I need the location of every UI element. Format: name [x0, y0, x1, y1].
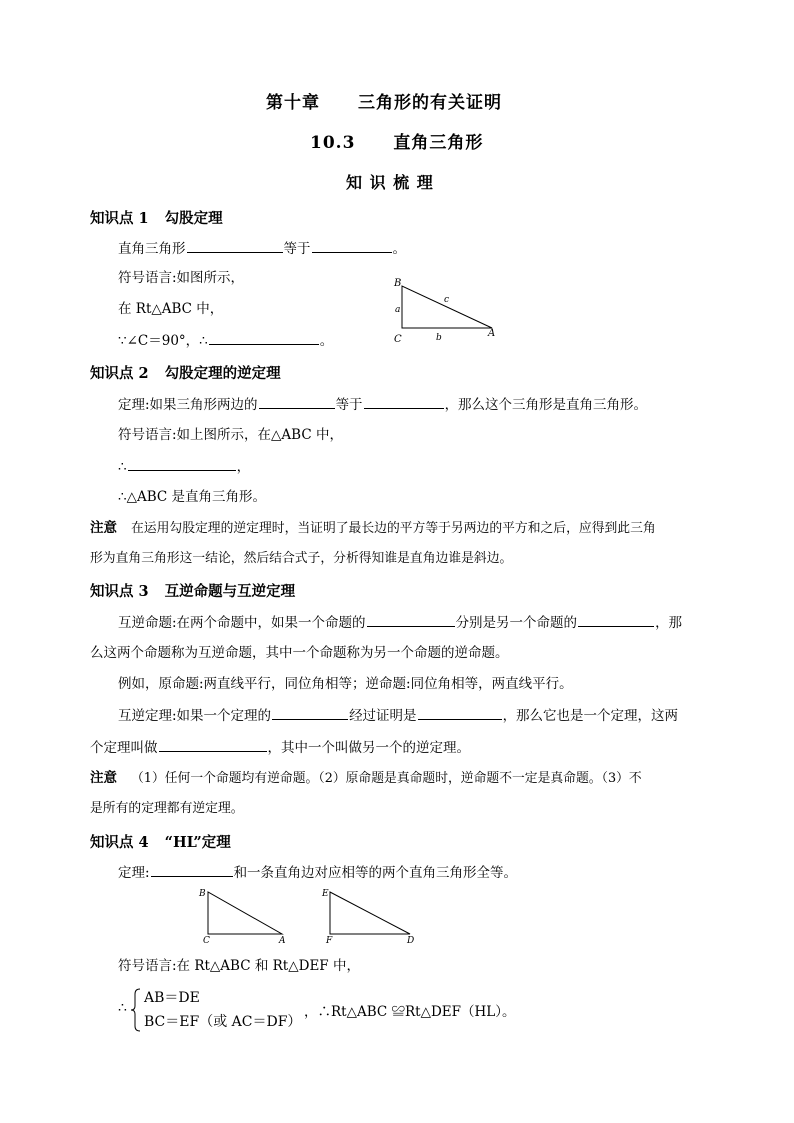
kp3-note-text1: （1）任何一个命题均有逆命题。（2）原命题是真命题时，逆命题不一定是真命题。（3）不	[131, 771, 642, 786]
kp3-note-line2: 是所有的定理都有逆定理。	[90, 801, 244, 816]
kp2-line1-b: 等于	[335, 397, 363, 413]
kp3-note-label: 注意	[90, 770, 117, 786]
kp2-note-line2: 形为直角三角形这一结论，然后结合式子，分析得知谁是直角边谁是斜边。	[90, 551, 513, 566]
kp1-line4	[118, 330, 333, 351]
kp2-note-text1: 在运用勾股定理的逆定理时，当证明了最长边的平方等于另两边的平方和之后，应得到此三角	[131, 521, 656, 536]
label-a: a	[395, 305, 401, 315]
kp1-line2: 符号语言:如图所示，	[118, 270, 245, 286]
kp4-title: “HL”定理	[164, 834, 231, 851]
blank-field[interactable]	[312, 238, 392, 253]
kp1-line4-a: ∵∠C＝90°，∴	[118, 333, 208, 349]
label-b: b	[436, 333, 442, 343]
kp1-line1-a: 直角三角形	[118, 241, 186, 257]
kp1-line1	[118, 238, 406, 259]
kp3-line5	[90, 737, 470, 758]
kp2-line4: ∴△ABC 是直角三角形。	[118, 489, 267, 505]
kp3-line5-a: 个定理叫做	[90, 740, 158, 756]
hl-triangles-figure	[196, 884, 426, 944]
label-B-hl: B	[199, 889, 206, 899]
label-D-hl: D	[407, 936, 415, 944]
kp4-line1-a: 定理:	[118, 865, 150, 881]
blank-field[interactable]	[259, 394, 335, 409]
kp3-line5-b: ，其中一个叫做另一个的逆定理。	[267, 740, 470, 756]
kp3-note-line1	[90, 768, 642, 789]
blank-field[interactable]	[187, 238, 283, 253]
brace-icon	[130, 988, 142, 1032]
kp4-label: 知识点 4	[90, 834, 149, 851]
kp4-line1	[118, 862, 517, 883]
hl-conclusion: ，∴Rt△ABC ≌Rt△DEF（HL）。	[304, 1004, 516, 1020]
kp4-line1-b: 和一条直角边对应相等的两个直角三角形全等。	[233, 865, 518, 881]
chapter-title	[266, 88, 502, 113]
kp1-title: 勾股定理	[164, 210, 223, 227]
kp2-line2: 符号语言:如上图所示，在△ABC 中，	[118, 427, 343, 443]
label-E-hl: E	[322, 889, 329, 899]
kp4-line2: 符号语言:在 Rt△ABC 和 Rt△DEF 中，	[118, 958, 360, 974]
kp2-line3-b: ，	[236, 459, 251, 475]
kp3-line2: 么这两个命题称为互逆命题，其中一个命题称为另一个命题的逆命题。	[90, 645, 509, 661]
triangle-abc-shape	[402, 286, 492, 328]
blank-field[interactable]	[364, 394, 444, 409]
kp2-label: 知识点 2	[90, 365, 149, 382]
subheading: 知 识 梳 理	[346, 173, 434, 192]
kp2-line3	[118, 456, 250, 477]
blank-field[interactable]	[159, 737, 267, 752]
kp1-line3: 在 Rt△ABC 中，	[118, 301, 224, 317]
section-number: 10.3	[310, 133, 356, 153]
label-C-hl: C	[203, 936, 210, 944]
therefore-symbol: ∴	[118, 1000, 127, 1016]
kp1-line4-b: 。	[319, 333, 334, 349]
label-F-hl: F	[326, 936, 333, 944]
hl-eq1: AB＝DE	[144, 990, 200, 1006]
kp3-line1-b: 分别是另一个命题的	[455, 615, 578, 631]
section-title	[310, 128, 483, 153]
label-A: A	[488, 328, 496, 339]
blank-field[interactable]	[272, 705, 348, 720]
kp2-title: 勾股定理的逆定理	[164, 365, 281, 382]
kp2-line1-c: ，那么这个三角形是直角三角形。	[444, 397, 648, 413]
right-triangle-figure	[388, 272, 500, 346]
kp3-title: 互逆命题与互逆定理	[164, 583, 296, 600]
kp2-line1	[118, 394, 647, 415]
kp2-note-line1	[90, 518, 656, 539]
kp3-label: 知识点 3	[90, 583, 149, 600]
triangle-def-hl	[330, 892, 410, 934]
blank-field[interactable]	[209, 330, 319, 345]
kp3-line4-b: 经过证明是	[349, 708, 417, 724]
kp3-line1	[118, 612, 682, 633]
kp3-heading	[90, 580, 295, 601]
kp3-line3: 例如，原命题:两直线平行，同位角相等；逆命题:同位角相等，两直线平行。	[118, 676, 573, 692]
blank-field[interactable]	[367, 612, 455, 627]
label-A-hl: A	[279, 936, 286, 944]
blank-field[interactable]	[418, 705, 502, 720]
label-c: c	[444, 295, 450, 305]
blank-field[interactable]	[578, 612, 654, 627]
kp3-line1-c: ，那	[655, 615, 683, 631]
kp2-note-label: 注意	[90, 520, 117, 536]
kp3-line4-c: ，那么它也是一个定理，这两	[502, 708, 679, 724]
blank-field[interactable]	[128, 456, 236, 471]
kp2-heading	[90, 362, 281, 383]
label-C: C	[394, 334, 402, 345]
kp4-heading	[90, 831, 231, 852]
label-B: B	[394, 278, 402, 289]
triangle-abc-hl	[208, 892, 282, 934]
kp2-line3-a: ∴	[118, 459, 127, 475]
chapter-number: 第十章	[266, 93, 320, 113]
kp1-line1-c: 。	[392, 241, 406, 257]
kp3-line4-a: 互逆定理:如果一个定理的	[118, 708, 272, 724]
kp3-line4	[118, 705, 678, 726]
kp3-line1-a: 互逆命题:在两个命题中，如果一个命题的	[118, 615, 366, 631]
blank-field[interactable]	[151, 862, 233, 877]
kp1-heading	[90, 207, 223, 228]
kp1-label: 知识点 1	[90, 210, 149, 227]
section-name: 直角三角形	[393, 133, 484, 153]
chapter-name: 三角形的有关证明	[358, 93, 502, 113]
kp2-line1-a: 定理:如果三角形两边的	[118, 397, 258, 413]
kp1-line1-b: 等于	[283, 241, 311, 257]
hl-eq2: BC＝EF（或 AC＝DF）	[144, 1014, 302, 1030]
